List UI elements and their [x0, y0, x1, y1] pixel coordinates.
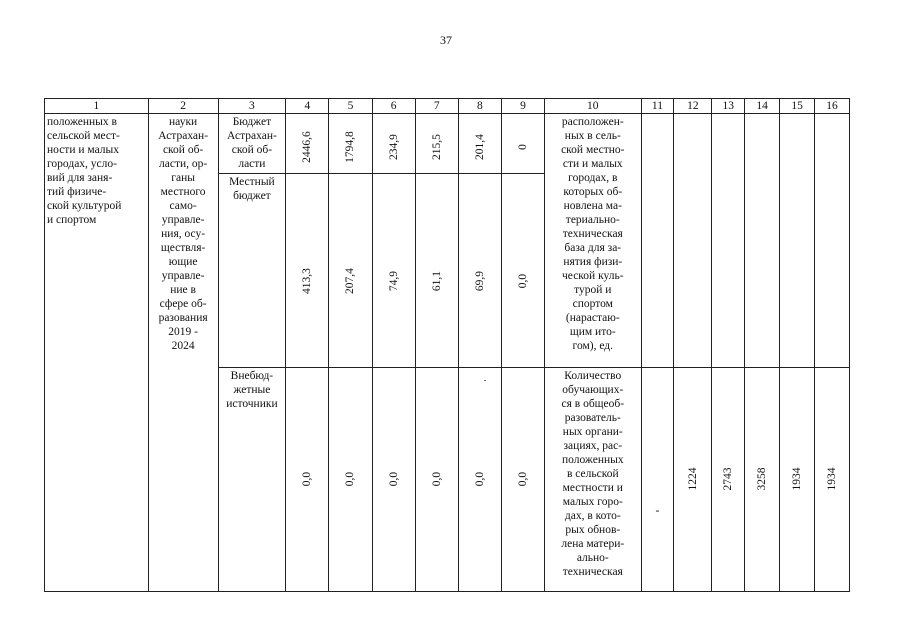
amount-cell	[415, 368, 458, 592]
col-header: 9	[501, 99, 544, 114]
col-header: 3	[218, 99, 286, 114]
amount-value: 61,1	[430, 270, 443, 292]
amount-value: 201,4	[473, 134, 486, 160]
amount-cell	[501, 174, 544, 368]
amount-value: 0,0	[387, 471, 400, 487]
program-table	[44, 98, 850, 592]
target-value: 3258	[756, 467, 769, 491]
amount-value: 0,0	[301, 471, 314, 487]
target-value: -	[655, 505, 660, 517]
amount-cell	[415, 114, 458, 174]
col-header: 8	[458, 99, 501, 114]
value-cell	[641, 114, 674, 368]
funding-source: Местный бюджет	[229, 176, 275, 202]
amount-cell	[415, 174, 458, 368]
col-header: 10	[545, 99, 642, 114]
scan-speck	[484, 380, 486, 381]
col-header: 12	[674, 99, 712, 114]
target-value: 1934	[826, 467, 839, 491]
executors-cell	[148, 114, 218, 592]
target-value-cell	[712, 368, 745, 592]
col-header: 16	[815, 99, 850, 114]
col-header: 5	[329, 99, 372, 114]
value-cell	[815, 114, 850, 368]
amount-cell	[286, 114, 329, 174]
target-value-cell	[641, 368, 674, 592]
amount-value: 69,9	[473, 270, 486, 292]
amount-cell	[329, 368, 372, 592]
amount-cell	[372, 114, 415, 174]
target-value-cell	[815, 368, 850, 592]
amount-value: 0,0	[430, 471, 443, 487]
value-cell	[745, 114, 780, 368]
amount-cell	[372, 368, 415, 592]
target-value-cell	[780, 368, 815, 592]
amount-cell	[458, 368, 501, 592]
col-header: 6	[372, 99, 415, 114]
amount-value: 215,5	[430, 134, 443, 160]
target-value-cell	[745, 368, 780, 592]
amount-value: 207,4	[344, 268, 357, 294]
amount-value: 0,0	[516, 273, 529, 289]
amount-value: 0,0	[516, 471, 529, 487]
event-description-cell	[45, 114, 149, 592]
value-cell	[674, 114, 712, 368]
target-value: 1224	[686, 467, 699, 491]
table-row	[45, 114, 850, 174]
funding-source: Бюджет Астрахан- ской об- ласти	[226, 116, 277, 170]
amount-value: 413,3	[301, 268, 314, 294]
col-header: 7	[415, 99, 458, 114]
amount-cell	[372, 174, 415, 368]
col-header: 11	[641, 99, 674, 114]
funding-source-cell	[218, 174, 286, 368]
amount-value: 0	[516, 144, 529, 150]
header-row	[45, 99, 850, 114]
amount-cell	[501, 114, 544, 174]
amount-value: 2446,6	[301, 131, 314, 163]
amount-cell	[286, 174, 329, 368]
amount-cell	[458, 114, 501, 174]
target-value: 1934	[791, 467, 804, 491]
funding-source-cell	[218, 114, 286, 174]
page-number: 37	[440, 33, 452, 47]
value-cell	[780, 114, 815, 368]
indicator-name: Количество обучающих- ся в общеоб- разователь- ных органи- зациях, рас- положенных в сельской местности и малых горо- дах, в кото- рых обнов- лена матери- ально- техническая	[561, 370, 625, 578]
col-header: 1	[45, 99, 149, 114]
value-cell	[712, 114, 745, 368]
amount-value: 74,9	[387, 270, 400, 292]
target-value-cell	[674, 368, 712, 592]
funding-source-cell	[218, 368, 286, 592]
amount-cell	[458, 174, 501, 368]
col-header: 14	[745, 99, 780, 114]
funding-source: Внебюд- жетные источники	[226, 370, 278, 410]
indicator-cell	[545, 368, 642, 592]
target-value: 2743	[722, 467, 735, 491]
amount-value: 1794,8	[344, 131, 357, 163]
amount-cell	[286, 368, 329, 592]
amount-value: 234,9	[387, 134, 400, 160]
col-header: 15	[780, 99, 815, 114]
col-header: 2	[148, 99, 218, 114]
event-description: положенных в сельской мест- ности и малых городах, усло- вий для заня- тий физиче- ской культурой и спортом	[47, 116, 122, 226]
amount-cell	[501, 368, 544, 592]
executors-and-period: науки Астрахан- ской об- ласти, ор- ганы местного само- управле- ния, осу- ществля- ющие управле- ние в сфере об- разования 2019 - 2024	[158, 116, 209, 352]
amount-cell	[329, 114, 372, 174]
amount-value: 0,0	[473, 471, 486, 487]
amount-value: 0,0	[344, 471, 357, 487]
amount-cell	[329, 174, 372, 368]
indicator-name: расположен- ных в сель- ской местно- сти и малых городах, в которых об- новлена ма- териально- техническая база для за- нятия физи- ческой куль- турой и спортом (нарастаю- щим ито- гом), ед.	[561, 116, 625, 352]
col-header: 13	[712, 99, 745, 114]
indicator-cell	[545, 114, 642, 368]
col-header: 4	[286, 99, 329, 114]
